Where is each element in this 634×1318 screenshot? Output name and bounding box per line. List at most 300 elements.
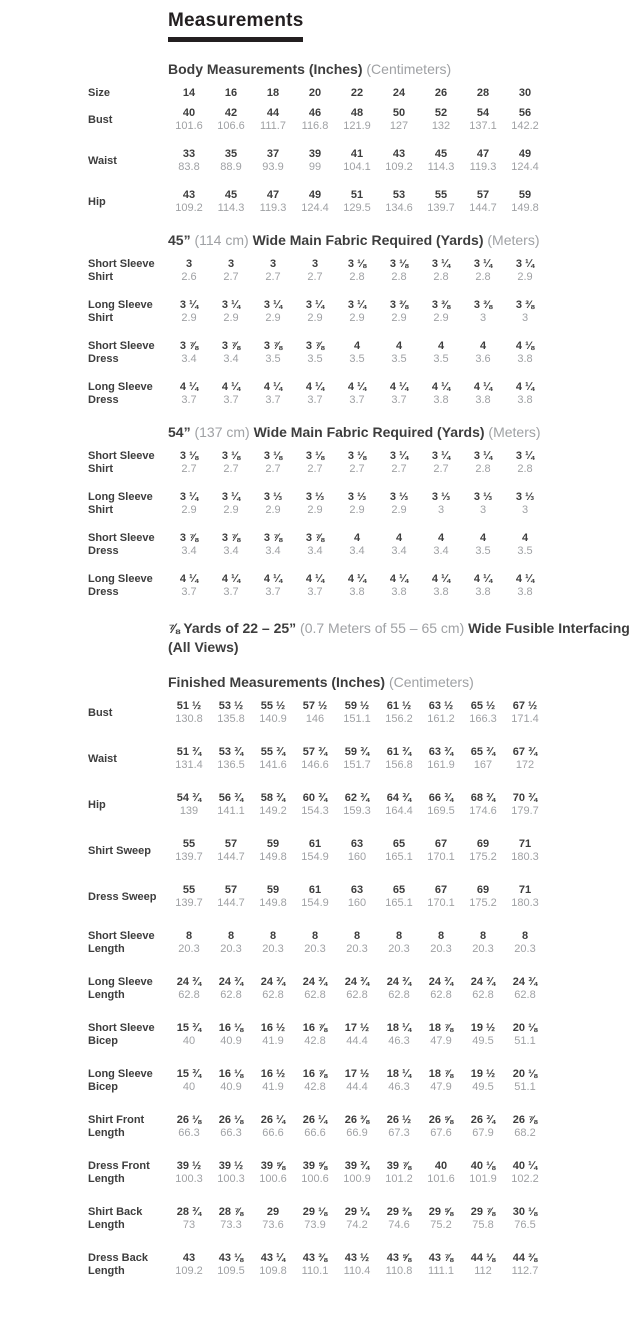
metric-value: 3.4 [433,545,449,557]
metric-value: 2.7 [223,463,239,475]
measurement-cell [294,189,336,215]
measurement-cell [420,1160,462,1186]
sections [88,60,634,1278]
metric-value: 3.4 [223,545,239,557]
row-label [88,340,168,366]
metric-value: 41.9 [262,1081,284,1093]
primary-value: 4 ¼ [347,381,367,393]
row-label-line: Shirt [88,463,114,475]
row-label [88,1022,168,1048]
metric-value: 112 [474,1265,492,1277]
measurement-cell [504,450,546,476]
primary-value: 4 ¼ [179,381,199,393]
primary-value: 3 ¼ [221,299,241,311]
size-cell [252,87,294,100]
metric-value: 3.7 [223,394,239,406]
primary-value: 3 ¼ [179,491,199,503]
measurement-cell [462,976,504,1002]
primary-value: 3 ⅜ [389,299,409,311]
metric-value: 135.8 [217,713,245,725]
measurement-cell [336,1206,378,1232]
metric-value: 75.8 [472,1219,494,1231]
measurement-cell [462,1022,504,1048]
measurement-cell [336,340,378,366]
metric-value: 100.3 [217,1173,245,1185]
row-label-line: Length [88,989,125,1001]
primary-value: 4 [521,532,529,544]
row-label [88,114,168,127]
primary-value: 4 ¼ [515,381,535,393]
primary-value: 57 [224,884,238,896]
page-title: Measurements [168,10,303,42]
row-label-line: Hip [88,798,106,811]
metric-value: 100.9 [343,1173,371,1185]
measurement-cell [462,1068,504,1094]
row-label-line: Short Sleeve [88,450,155,462]
measurement-cell [210,838,252,864]
measurement-cell [504,1160,546,1186]
metric-value: 3.8 [349,586,365,598]
measurement-cell [168,1252,210,1278]
metric-value: 114.3 [217,202,245,214]
primary-value: 3 ¼ [473,258,493,270]
metric-value: 3.5 [307,353,323,365]
primary-value: 54 [476,107,490,119]
measurement-cell [210,884,252,910]
primary-value: 64 ¾ [386,792,412,804]
primary-value: 59 [266,838,280,850]
row-label-line: Long Sleeve [88,976,153,988]
primary-value: 59 [266,884,280,896]
primary-value: 43 ⅛ [218,1252,244,1264]
row-label-line: Shirt Back [88,1206,143,1218]
primary-value: 3 ¼ [263,299,283,311]
metric-value: 62.8 [220,989,242,1001]
size-cell [504,87,546,100]
metric-value: 40 [182,1035,196,1047]
primary-value: 67 [434,838,448,850]
metric-value: 42.8 [304,1035,326,1047]
measurement-cell [252,573,294,599]
measurement-cell [462,700,504,726]
metric-value: 66.6 [304,1127,326,1139]
metric-value: 83.8 [178,161,200,173]
metric-value: 165.1 [385,851,413,863]
measurement-cell [420,299,462,325]
metric-value: 3.4 [223,353,239,365]
primary-value: 3 ⅞ [221,532,241,544]
metric-value: 62.8 [262,989,284,1001]
measurement-cell [336,700,378,726]
primary-value: 3 ⅓ [305,491,325,503]
body-measurements-section [88,60,634,215]
row-label [88,258,168,284]
row-label-line: Shirt Front [88,1114,145,1126]
primary-value: 24 ¾ [218,976,244,988]
metric-value: 3 [521,312,529,324]
measurement-cell [252,148,294,174]
measurement-cell [420,976,462,1002]
metric-value: 3.8 [433,394,449,406]
measurement-cell [504,148,546,174]
measurement-cell [294,1252,336,1278]
size-row [88,87,634,100]
measurement-cell [504,340,546,366]
measurement-cell [504,573,546,599]
primary-value: 24 ¾ [176,976,202,988]
row-label-line: Short Sleeve [88,532,155,544]
primary-value: 3 ⅛ [263,450,283,462]
primary-value: 57 ½ [302,700,328,712]
primary-value: 61 [308,884,322,896]
row-label [88,491,168,517]
measurement-cell [252,1114,294,1140]
primary-value: 3 ⅞ [179,532,199,544]
row-label-line: Dress Front [88,1160,150,1172]
measurement-cell [462,258,504,284]
measurement-cell [336,107,378,133]
row-label-line: Bust [88,706,113,719]
size-value: 28 [476,87,490,99]
primary-value: 19 ½ [470,1022,496,1034]
metric-value: 62.8 [346,989,368,1001]
row-label-line: Bicep [88,1081,118,1093]
fabric-45-section [88,231,634,407]
heading-segment: Body Measurements (Inches) [168,61,363,77]
measurement-cell [420,838,462,864]
measurement-cell [294,573,336,599]
measurement-cell [462,491,504,517]
primary-value: 39 ¾ [344,1160,370,1172]
metric-value: 109.2 [175,202,203,214]
metric-value: 159.3 [343,805,371,817]
primary-value: 24 ¾ [344,976,370,988]
primary-value: 3 [227,258,235,270]
metric-value: 62.8 [514,989,536,1001]
measurement-cell [504,746,546,772]
primary-value: 3 ⅓ [431,491,451,503]
primary-value: 18 ¼ [386,1068,412,1080]
section-heading [168,423,634,441]
measurement-cell [378,299,420,325]
section-heading [168,231,634,249]
measurement-cell [252,107,294,133]
metric-value: 109.8 [259,1265,287,1277]
primary-value: 59 ¾ [344,746,370,758]
table-row [88,148,634,174]
table-row [88,976,634,1002]
measurement-cell [420,107,462,133]
primary-value: 24 ¾ [470,976,496,988]
metric-value: 151.7 [343,759,371,771]
metric-value: 2.9 [307,504,323,516]
metric-value: 46.3 [388,1035,410,1047]
row-label [88,1068,168,1094]
metric-value: 2.9 [223,504,239,516]
metric-value: 3.6 [475,353,491,365]
measurement-cell [252,976,294,1002]
metric-value: 149.8 [259,897,287,909]
primary-value: 43 ⅞ [428,1252,454,1264]
metric-value: 146 [305,713,325,725]
primary-value: 4 [353,340,361,352]
heading-segment: (Meters) [488,424,541,440]
metric-value: 156.8 [385,759,413,771]
primary-value: 58 ¾ [260,792,286,804]
row-label-line: Short Sleeve [88,930,155,942]
primary-value: 56 [518,107,532,119]
row-label-line: Bust [88,113,113,126]
measurement-cell [252,381,294,407]
metric-value: 127 [389,120,409,132]
measurement-cell [210,381,252,407]
primary-value: 3 ⅛ [221,450,241,462]
primary-value: 69 [476,838,490,850]
measurement-cell [378,1160,420,1186]
metric-value: 149.8 [511,202,539,214]
measurement-cell [252,450,294,476]
metric-value: 101.2 [385,1173,413,1185]
primary-value: 3 ⅞ [179,340,199,352]
primary-value: 4 ¼ [389,573,409,585]
primary-value: 3 ⅓ [515,491,535,503]
row-label [88,891,168,904]
metric-value: 20.3 [304,943,326,955]
measurement-cell [336,381,378,407]
primary-value: 16 ⅛ [218,1022,244,1034]
metric-value: 46.3 [388,1081,410,1093]
measurement-cell [504,532,546,558]
heading-segment: (Centimeters) [366,61,452,77]
table-row [88,838,634,864]
metric-value: 130.8 [175,713,203,725]
measurement-cell [252,700,294,726]
size-cell [420,87,462,100]
measurement-cell [378,1022,420,1048]
primary-value: 3 ⅛ [347,258,367,270]
primary-value: 4 ¼ [179,573,199,585]
metric-value: 3.7 [307,394,323,406]
primary-value: 8 [311,930,319,942]
primary-value: 4 [437,340,445,352]
primary-value: 39 ½ [176,1160,202,1172]
primary-value: 3 ¼ [389,450,409,462]
row-label [88,707,168,720]
measurement-cell [336,930,378,956]
measurement-cell [420,1022,462,1048]
row-label-line: Length [88,1173,125,1185]
measurement-cell [336,1114,378,1140]
metric-value: 124.4 [301,202,329,214]
table-row [88,573,634,599]
measurement-cell [210,573,252,599]
measurement-cell [294,700,336,726]
metric-value: 68.2 [514,1127,536,1139]
measurement-cell [462,746,504,772]
metric-value: 149.8 [259,851,287,863]
primary-value: 43 ⅜ [302,1252,328,1264]
metric-value: 20.3 [472,943,494,955]
primary-value: 4 [479,340,487,352]
measurement-cell [336,1160,378,1186]
row-label-line: Long Sleeve [88,299,153,311]
metric-value: 141.6 [259,759,287,771]
measurement-cell [420,746,462,772]
measurement-cell [168,1206,210,1232]
primary-value: 63 ¾ [428,746,454,758]
primary-value: 4 ¼ [305,381,325,393]
measurement-cell [462,792,504,818]
metric-value: 100.3 [175,1173,203,1185]
measurement-cell [168,746,210,772]
primary-value: 40 [182,107,196,119]
primary-value: 43 [182,1252,196,1264]
metric-value: 109.5 [217,1265,245,1277]
metric-value: 161.2 [427,713,455,725]
primary-value: 67 [434,884,448,896]
primary-value: 71 [518,838,532,850]
heading-segment: ⅞ Yards of 22 – 25” [168,620,297,636]
primary-value: 3 ¼ [221,491,241,503]
metric-value: 109.2 [385,161,413,173]
primary-value: 53 ½ [218,700,244,712]
measurement-cell [378,746,420,772]
primary-value: 28 ¾ [176,1206,202,1218]
measurement-cell [168,340,210,366]
primary-value: 8 [395,930,403,942]
size-value: 26 [434,87,448,99]
measurement-cell [462,1114,504,1140]
metric-value: 73.3 [220,1219,242,1231]
metric-value: 2.7 [265,271,281,283]
primary-value: 67 ½ [512,700,538,712]
metric-value: 110.8 [385,1265,413,1277]
primary-value: 42 [224,107,238,119]
size-cell [378,87,420,100]
primary-value: 37 [266,148,280,160]
metric-value: 144.7 [469,202,497,214]
primary-value: 40 ⅛ [470,1160,496,1172]
measurement-cell [378,792,420,818]
primary-value: 20 ⅛ [512,1068,538,1080]
metric-value: 3.5 [433,353,449,365]
primary-value: 26 ¼ [302,1114,328,1126]
row-label-line: Waist [88,752,117,765]
table-row [88,340,634,366]
metric-value: 175.2 [469,851,497,863]
primary-value: 55 [182,838,196,850]
measurement-cell [378,1114,420,1140]
metric-value: 121.9 [343,120,371,132]
primary-value: 68 ¾ [470,792,496,804]
heading-segment: Wide Fusible Interfacing (All Views) [168,620,630,655]
row-label-line: Hip [88,195,106,208]
measurement-cell [420,1114,462,1140]
measurement-cell [378,884,420,910]
primary-value: 3 ⅞ [305,340,325,352]
primary-value: 65 ½ [470,700,496,712]
measurement-cell [168,107,210,133]
size-cell [336,87,378,100]
measurement-cell [420,700,462,726]
measurement-cell [168,700,210,726]
metric-value: 40 [182,1081,196,1093]
primary-value: 54 ¾ [176,792,202,804]
measurement-cell [378,976,420,1002]
metric-value: 154.9 [301,897,329,909]
measurement-cell [252,340,294,366]
primary-value: 61 ½ [386,700,412,712]
primary-value: 3 ⅞ [221,340,241,352]
primary-value: 53 [392,189,406,201]
measurement-cell [210,700,252,726]
primary-value: 69 [476,884,490,896]
table-row [88,450,634,476]
interfacing-note-section [88,619,634,657]
primary-value: 3 ¼ [473,450,493,462]
size-cell [210,87,252,100]
measurement-cell [462,148,504,174]
primary-value: 29 ⅞ [470,1206,496,1218]
metric-value: 3 [521,504,529,516]
metric-value: 44.4 [346,1081,368,1093]
metric-value: 101.6 [175,120,203,132]
metric-value: 2.7 [307,463,323,475]
primary-value: 39 ⅝ [260,1160,286,1172]
primary-value: 51 ½ [176,700,202,712]
measurement-cell [420,1068,462,1094]
metric-value: 160 [347,897,367,909]
primary-value: 43 [392,148,406,160]
primary-value: 45 [224,189,238,201]
primary-value: 26 ⅛ [176,1114,202,1126]
primary-value: 19 ½ [470,1068,496,1080]
metric-value: 3.8 [475,394,491,406]
measurement-cell [420,450,462,476]
metric-value: 2.8 [475,271,491,283]
primary-value: 3 ⅞ [305,532,325,544]
metric-value: 3.5 [265,353,281,365]
measurement-cell [252,746,294,772]
metric-value: 151.1 [343,713,371,725]
measurement-cell [336,1022,378,1048]
row-label [88,573,168,599]
measurement-cell [378,930,420,956]
measurement-cell [168,792,210,818]
metric-value: 76.5 [514,1219,536,1231]
metric-value: 3.4 [181,545,197,557]
measurement-cell [294,148,336,174]
measurement-cell [210,1206,252,1232]
metric-value: 88.9 [220,161,242,173]
measurement-cell [210,340,252,366]
measurement-cell [504,1252,546,1278]
metric-value: 165.1 [385,897,413,909]
primary-value: 45 [434,148,448,160]
metric-value: 2.9 [349,312,365,324]
metric-value: 172 [515,759,535,771]
measurement-cell [336,838,378,864]
measurement-cell [420,381,462,407]
primary-value: 8 [437,930,445,942]
primary-value: 51 ¾ [176,746,202,758]
primary-value: 4 [395,532,403,544]
row-label [88,1114,168,1140]
primary-value: 29 ¼ [344,1206,370,1218]
primary-value: 3 ⅞ [263,340,283,352]
measurement-cell [378,532,420,558]
metric-value: 154.9 [301,851,329,863]
